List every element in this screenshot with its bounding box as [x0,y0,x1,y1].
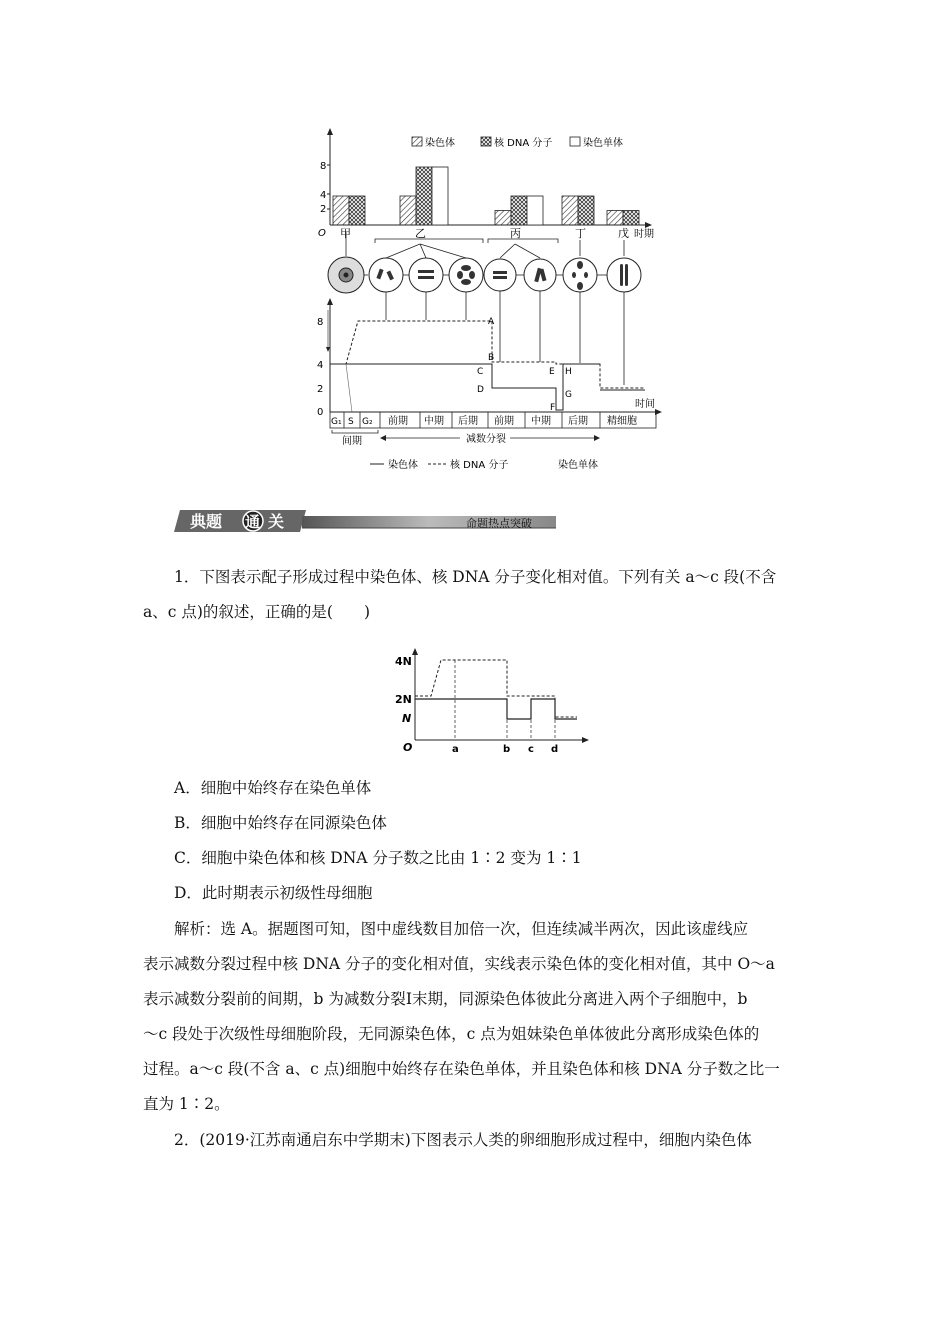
bar-label-yi: 乙 [415,227,426,240]
bar-y-origin: O [318,228,326,239]
bar-label-ding: 丁 [575,227,586,240]
point-a: A [488,317,495,327]
bar-chromatid-2 [432,167,448,225]
q1-x-a: a [452,744,459,755]
phase-sperm: 精细胞 [607,416,637,427]
bar-chromatid-3 [527,196,543,225]
point-g: G [565,390,572,400]
phase-prophase-1: 前期 [388,416,408,427]
q1-stem-line2: a、c 点)的叙述，正确的是( ) [143,603,370,621]
chromosome-line [330,364,600,410]
cell-diagrams [328,257,641,293]
group-interphase: 间期 [342,436,362,447]
q1-answer-line2: 表示减数分裂过程中核 DNA 分子的变化相对值，实线表示染色体的变化相对值，其中 O～a [143,955,775,973]
bar-y-tick-8: 8 [320,161,327,172]
line-x-label: 时间 [635,399,655,410]
phase-s: S [348,417,354,427]
phase-g2: G₂ [362,417,373,427]
point-c: C [477,367,484,377]
q1-x-b: b [503,744,511,755]
line-y-tick-4: 4 [317,360,324,371]
bar-y-tick-2: 2 [320,204,327,215]
bar-chromosome-5 [607,211,623,226]
bar-chart-bars [333,167,639,225]
banner-title-part1: 典题 [190,512,223,531]
q1-stem-line1: 1．下图表示配子形成过程中染色体、核 DNA 分子变化相对值。下列有关 a～c 段(不含 [174,568,777,586]
bar-label-bing: 丙 [510,227,521,240]
line-y-tick-8: 8 [317,317,324,328]
q1-answer-line4: ～c 段处于次级性母细胞阶段，无同源染色体，c 点为姐妹染色单体彼此分离形成染色体的 [143,1025,760,1043]
banner-title-part2: 通 [245,513,261,531]
bar-chromosome-3 [495,211,511,226]
point-e: E [549,367,555,377]
q1-origin: O [403,741,413,754]
q1-x-d: d [551,744,559,755]
q1-chart [395,645,595,757]
bar-chromosome-1 [333,196,349,225]
point-f: F [550,403,556,413]
q1-answer-line1: 解析：选 A。据题图可知，图中虚线数目加倍一次，但连续减半两次，因此该虚线应 [174,920,749,938]
q1-option-d: D．此时期表示初级性母细胞 [174,884,373,902]
q2-stem-line1: 2．(2019·江苏南通启东中学期末)下图表示人类的卵细胞形成过程中，细胞内染色体 [174,1131,752,1149]
legend-chromosome: 染色体 [425,138,455,149]
q1-x-c: c [528,744,534,755]
bar-x-label: 时期 [634,229,654,240]
banner-subtitle: 命题热点突破 [466,517,532,530]
line-y-tick-2: 2 [317,384,324,395]
legend-bottom-dna: 核 DNA 分子 [450,460,509,471]
phase-anaphase-2: 后期 [568,416,588,427]
q1-dna-line [415,660,577,717]
point-h: H [565,367,572,377]
q1-chromosome-line [415,699,577,719]
q1-y-n: N [402,712,412,725]
legend-dna: 核 DNA 分子 [494,138,553,149]
bar-chromosome-4 [562,196,578,225]
legend-chromatid: 染色单体 [583,138,623,149]
bar-y-tick-4: 4 [320,190,327,201]
line-y-origin: 0 [317,407,324,418]
phase-anaphase-1: 后期 [458,416,478,427]
bar-dna-1 [349,196,365,225]
point-d: D [477,385,484,395]
phase-metaphase-2: 中期 [531,416,551,427]
bar-dna-3 [511,196,527,225]
phase-metaphase-1: 中期 [424,416,444,427]
bar-dna-5 [623,211,639,226]
point-b: B [488,353,495,363]
q1-answer-line6: 直为 1∶2。 [143,1095,230,1113]
q1-option-b: B．细胞中始终存在同源染色体 [174,814,387,832]
q1-option-a: A．细胞中始终存在染色单体 [174,779,372,797]
q1-y-2n: 2N [395,693,412,706]
bar-label-wu: 戊 [618,227,629,240]
bar-chromosome-2 [400,196,416,225]
group-meiosis: 减数分裂 [466,434,506,445]
legend-bottom-chromatid: 染色单体 [558,460,598,471]
legend-bottom-chromosome: 染色体 [388,460,418,471]
bar-dna-4 [578,196,594,225]
meiosis-figure [300,120,670,482]
q1-y-4n: 4N [395,655,412,668]
bar-label-jia: 甲 [340,227,351,240]
q1-option-c: C．细胞中染色体和核 DNA 分子数之比由 1∶2 变为 1∶1 [174,849,582,867]
phase-prophase-2: 前期 [494,416,514,427]
banner-title-part3: 关 [268,512,285,531]
bar-dna-2 [416,167,432,225]
section-banner [174,508,556,534]
phase-g1: G₁ [331,417,342,427]
q1-answer-line5: 过程。a～c 段(不含 a、c 点)细胞中始终存在染色单体，并且染色体和核 DNA 分子数之比一 [143,1060,780,1078]
q1-answer-line3: 表示减数分裂前的间期，b 为减数分裂Ⅰ末期，同源染色体彼此分离进入两个子细胞中，b [143,990,748,1008]
